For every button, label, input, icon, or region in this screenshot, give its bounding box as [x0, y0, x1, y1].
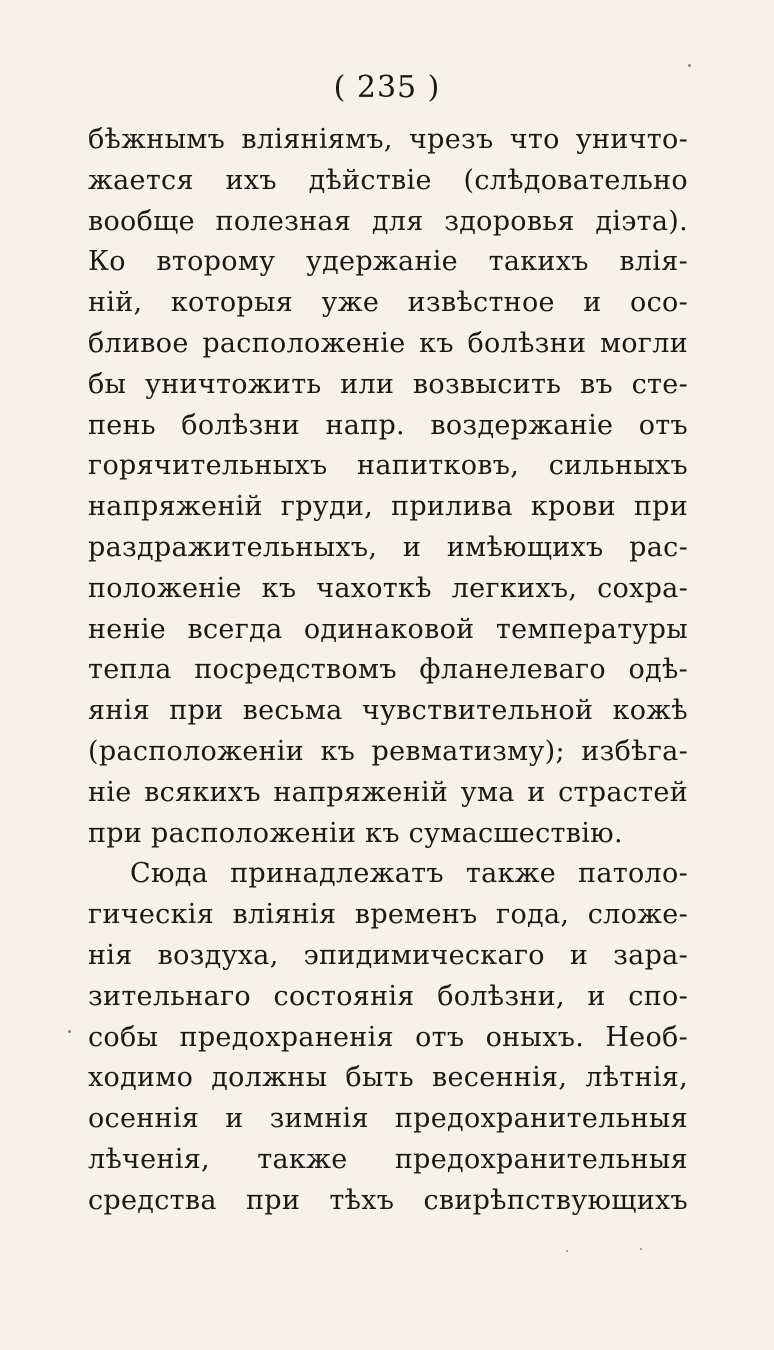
text-line: осеннія и зимнія предохранительныя [88, 1103, 688, 1135]
text-line: при расположеніи къ сумасшествію. [88, 817, 623, 849]
text-line: ніе всякихъ напряженій ума и страстей [88, 776, 688, 808]
text-line: пень болѣзни напр. воздержаніе отъ [88, 409, 688, 441]
text-line: вообще полезная для здоровья діэта). [88, 205, 688, 237]
ink-speck [640, 1248, 642, 1250]
paragraph [88, 854, 688, 1221]
text-line: янія при весьма чувствительной кожѣ [88, 695, 688, 727]
page-number: ( 235 ) [333, 70, 441, 105]
text-line: ній, которыя уже извѣстное и осо- [88, 287, 688, 319]
text-line: раздражительныхъ, и имѣющихъ рас- [88, 531, 688, 563]
text-line: бѣжнымъ вліяніямъ, чрезъ что уничто- [88, 124, 688, 155]
text-line: Сюда принадлежатъ также патоло- [130, 858, 688, 890]
ink-speck [688, 64, 691, 67]
text-line: напряженій груди, прилива крови при [88, 491, 688, 523]
text-line: (расположеніи къ ревматизму); избѣга- [88, 735, 688, 767]
text-line: тепла посредствомъ фланелеваго одѣ- [88, 654, 688, 686]
text-line: бливое расположеніе къ болѣзни могли [88, 327, 688, 359]
text-line: собы предохраненія отъ оныхъ. Необ- [88, 1021, 688, 1053]
text-line: лѣченія, также предохранительныя [88, 1143, 688, 1175]
text-line: нія воздуха, эпидимическаго и зара- [88, 939, 688, 971]
text-line: горячительныхъ напитковъ, сильныхъ [88, 450, 688, 482]
paragraph [88, 120, 688, 854]
text-line: бы уничтожить или возвысить въ сте- [88, 368, 688, 400]
text-line: ходимо должны быть весеннія, лѣтнія, [88, 1062, 688, 1094]
ink-speck [566, 1250, 568, 1252]
text-line: положеніе къ чахоткѣ легкихъ, сохра- [88, 572, 688, 604]
text-line: неніе всегда одинаковой температуры [88, 613, 688, 645]
body-text [88, 120, 688, 1222]
text-line: средства при тѣхъ свирѣпствующихъ [88, 1184, 688, 1216]
text-line: гическія вліянія временъ года, сложе- [88, 899, 688, 931]
text-line: Ко второму удержаніе такихъ влія- [88, 246, 688, 278]
ink-speck [68, 1030, 71, 1033]
text-line: жается ихъ дѣйствіе (слѣдовательно [88, 164, 688, 196]
text-line: зительнаго состоянія болѣзни, и спо- [88, 980, 688, 1012]
